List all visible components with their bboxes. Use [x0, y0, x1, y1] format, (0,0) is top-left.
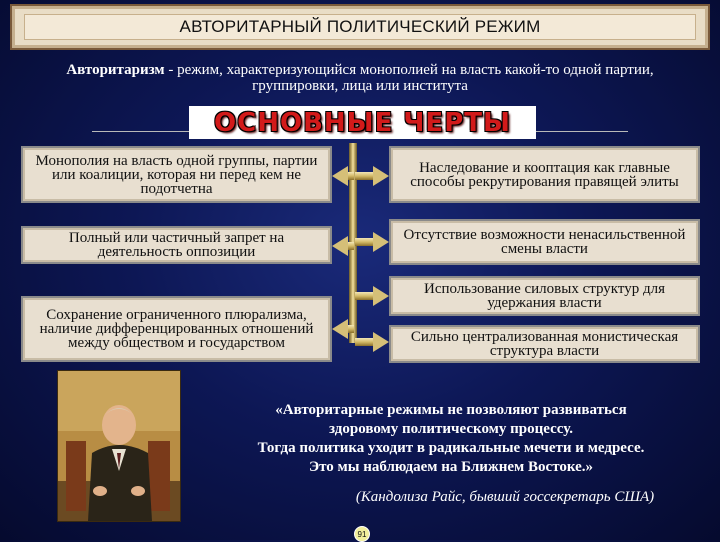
definition-text: [30, 62, 690, 94]
quote-attribution: (Кандолиза Райс, бывший госсекретарь США): [355, 489, 655, 505]
quote-line: Тогда политика уходит в радикальные мечети и медресе.: [257, 440, 645, 456]
definition-term: Авторитаризм: [66, 62, 165, 78]
quote-line: «Авторитарные режимы не позволяют развиваться: [275, 402, 627, 418]
arrow-icon: [332, 242, 352, 250]
quote-line: Это мы наблюдаем на Ближнем Востоке.»: [308, 459, 594, 475]
page-title: АВТОРИТАРНЫЙ ПОЛИТИЧЕСКИЙ РЕЖИМ: [24, 14, 696, 40]
arrow-icon: [355, 172, 389, 180]
portrait-image: [57, 370, 181, 522]
title-frame: [10, 4, 710, 50]
divider-left: [92, 131, 192, 132]
quote-text: [196, 401, 706, 477]
feature-box-left-3: Сохранение ограниченного плюрализма, наличие дифференцированных отношений между обществом и государством: [21, 296, 332, 362]
quote-line: здоровому политическому процессу.: [329, 421, 573, 437]
divider-right: [534, 131, 628, 132]
feature-box-right-4: Сильно централизованная монистическая структура власти: [389, 325, 700, 363]
arrow-icon: [332, 172, 352, 180]
definition-body: - режим, характеризующийся монополией на власть какой-то одной партии, группировки, лица или института: [164, 62, 654, 94]
arrow-icon: [355, 292, 389, 300]
portrait-illustration: [58, 371, 180, 521]
feature-box-right-2: Отсутствие возможности ненасильственной смены власти: [389, 219, 700, 265]
features-banner-label: ОСНОВНЫЕ ЧЕРТЫ: [214, 107, 511, 138]
feature-box-left-2: Полный или частичный запрет на деятельность оппозиции: [21, 226, 332, 264]
arrow-icon: [355, 238, 389, 246]
feature-box-right-3: Использование силовых структур для удержания власти: [389, 276, 700, 316]
feature-box-left-1: Монополия на власть одной группы, партии или коалиции, которая ни перед кем не подотчетна: [21, 146, 332, 203]
features-banner: [189, 106, 536, 139]
feature-box-right-1: Наследование и кооптация как главные способы рекрутирования правящей элиты: [389, 146, 700, 203]
arrow-icon: [332, 325, 352, 333]
page-number: 91: [354, 526, 370, 542]
arrow-icon: [355, 338, 389, 346]
